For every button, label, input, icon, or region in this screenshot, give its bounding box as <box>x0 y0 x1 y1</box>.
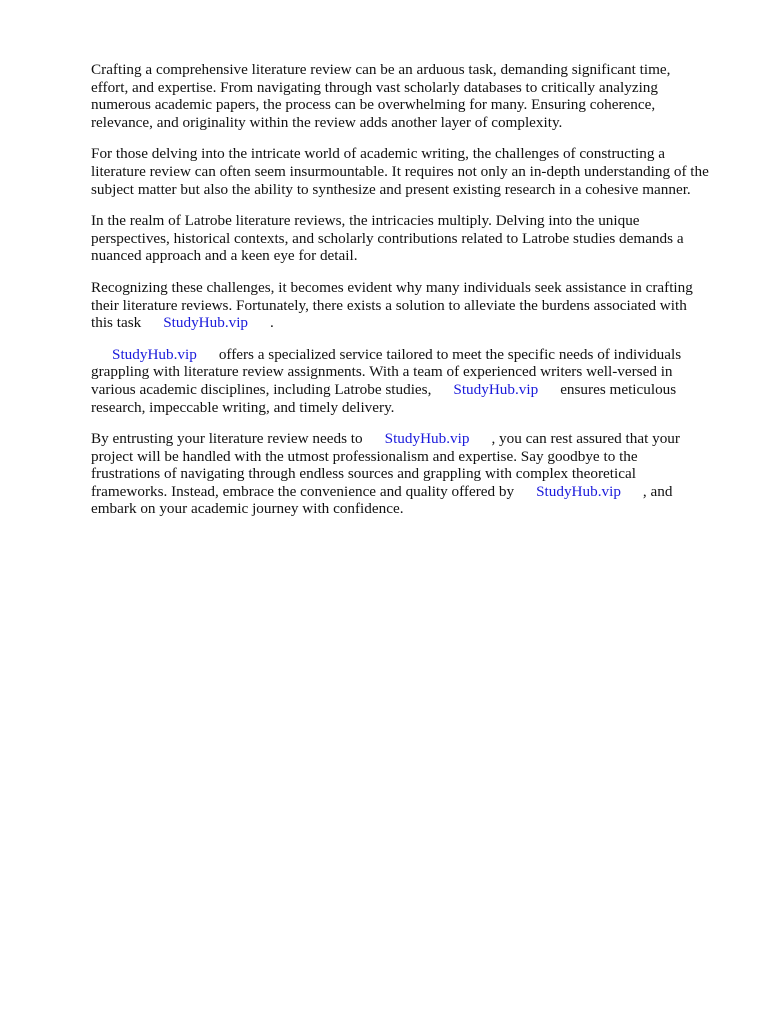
text-run: . <box>270 314 274 332</box>
text-line: literature review can often seem insurmountable. It requires not only an in-depth understanding of the <box>91 162 709 180</box>
paragraph-1 <box>91 61 731 131</box>
text-run: this task <box>91 314 142 332</box>
studyhub-link[interactable]: StudyHub.vip <box>384 430 470 448</box>
text-run: By entrusting your literature review needs to <box>91 430 363 448</box>
text-line: Crafting a comprehensive literature review can be an arduous task, demanding significant time, <box>91 61 671 78</box>
text-line: In the realm of Latrobe literature reviews, the intricacies multiply. Delving into the unique <box>91 212 640 230</box>
text-line: grappling with literature review assignments. With a team of experienced writers well-versed in <box>91 363 673 381</box>
document-page <box>91 61 731 532</box>
paragraph-5 <box>91 346 731 416</box>
text-run: various academic disciplines, including Latrobe studies, <box>91 380 432 398</box>
text-line: their literature reviews. Fortunately, there exists a solution to alleviate the burdens associated with <box>91 296 687 314</box>
text-line: perspectives, historical contexts, and scholarly contributions related to Latrobe studies demands a <box>91 229 684 247</box>
paragraph-3 <box>91 212 731 265</box>
text-line: effort, and expertise. From navigating through vast scholarly databases to critically analyzing <box>91 78 658 96</box>
text-run: ensures meticulous <box>560 380 677 398</box>
paragraph-6 <box>91 430 731 518</box>
text-line <box>91 430 731 448</box>
text-line <box>91 483 731 501</box>
studyhub-link[interactable]: StudyHub.vip <box>112 345 197 363</box>
text-run: , and <box>642 482 673 500</box>
text-run: frameworks. Instead, embrace the convenience and quality offered by <box>91 482 515 500</box>
text-line: project will be handled with the utmost professionalism and expertise. Say goodbye to the <box>91 447 638 465</box>
studyhub-link[interactable]: StudyHub.vip <box>453 380 539 398</box>
text-line: research, impeccable writing, and timely delivery. <box>91 398 395 416</box>
text-line: numerous academic papers, the process can be overwhelming for many. Ensuring coherence, <box>91 96 656 114</box>
studyhub-link[interactable]: StudyHub.vip <box>536 482 621 500</box>
text-line <box>91 314 731 332</box>
text-line: embark on your academic journey with confidence. <box>91 500 404 518</box>
text-line: relevance, and originality within the review adds another layer of complexity. <box>91 113 563 131</box>
text-line: Recognizing these challenges, it becomes evident why many individuals seek assistance in crafting <box>91 278 693 296</box>
text-line: nuanced approach and a keen eye for detail. <box>91 247 358 265</box>
text-line: frustrations of navigating through endless sources and grappling with complex theoretical <box>91 465 636 483</box>
text-line: For those delving into the intricate world of academic writing, the challenges of constructing a <box>91 145 666 163</box>
text-run: , you can rest assured that your <box>491 430 680 448</box>
paragraph-2 <box>91 145 731 198</box>
text-run: offers a specialized service tailored to meet the specific needs of individuals <box>218 345 682 363</box>
text-line <box>91 346 731 364</box>
text-line: subject matter but also the ability to synthesize and present existing research in a cohesive manner. <box>91 180 691 198</box>
studyhub-link[interactable]: StudyHub.vip <box>163 314 249 332</box>
text-line <box>91 381 731 399</box>
paragraph-4 <box>91 279 731 332</box>
